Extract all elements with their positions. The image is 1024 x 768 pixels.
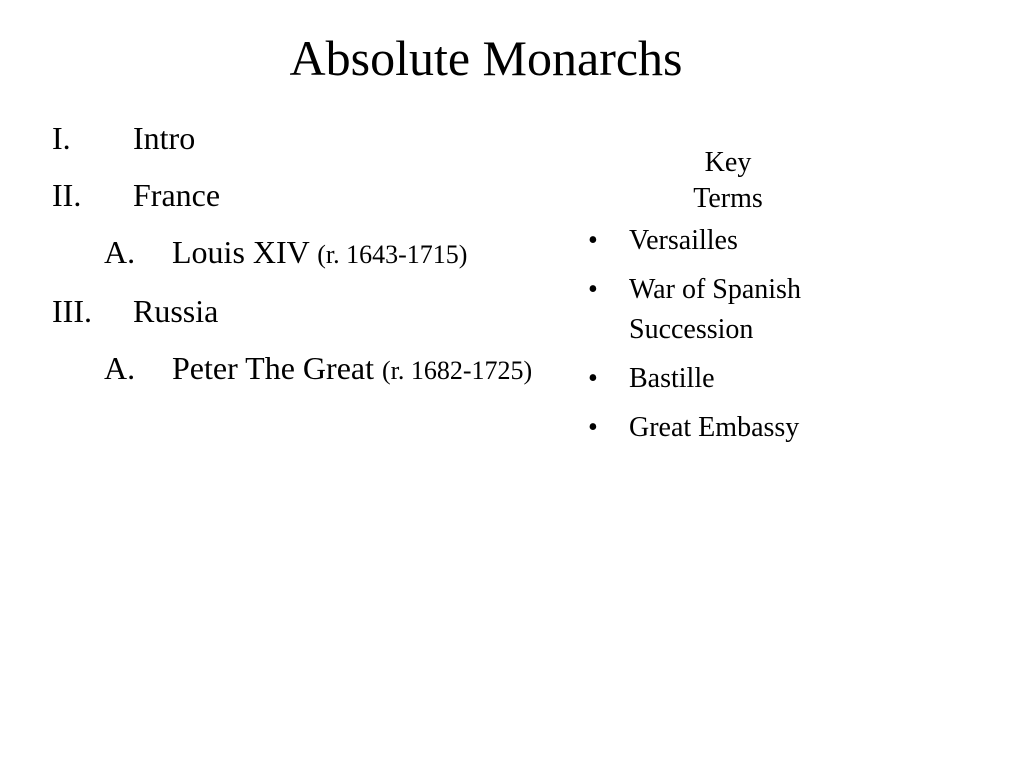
outline-subitem-louis-xiv [52,234,572,273]
outline-marker: III. [52,293,92,329]
outline-marker: II. [52,177,82,213]
key-term-item [588,408,868,448]
bullet-icon: • [588,412,598,443]
reign-dates: (r. 1682-1725) [381,356,533,385]
outline-marker: A. [104,234,136,270]
key-term-text: Versailles [629,225,738,256]
outline-text: France [133,177,221,213]
outline-item-intro [52,120,572,157]
outline-marker: A. [104,350,136,386]
slide-title: Absolute Monarchs [289,30,683,86]
key-terms-heading-text: Key Terms [693,147,763,214]
outline-text: Russia [133,293,219,329]
bullet-icon: • [588,363,598,394]
outline-marker: I. [52,120,71,156]
outline [52,120,572,409]
key-terms-heading [588,145,772,217]
bullet-icon: • [588,225,598,256]
outline-text-group [172,350,552,389]
key-term-item [588,270,868,350]
reign-dates: (r. 1643-1715) [317,240,468,269]
outline-text: Intro [133,120,196,156]
key-terms-list [588,221,868,448]
outline-item-france [52,177,572,214]
bullet-icon: • [588,274,598,305]
outline-subitem-peter-the-great [52,350,572,389]
key-term-item [588,359,868,399]
outline-item-russia [52,293,572,330]
key-term-text: War of Spanish Succession [629,274,801,345]
outline-text: Peter The Great [172,350,374,386]
outline-text-group [172,234,572,273]
key-terms-panel [588,145,868,457]
key-term-item [588,221,868,261]
key-term-text: Bastille [629,363,715,394]
outline-text: Louis XIV [172,234,310,270]
key-term-text: Great Embassy [629,412,800,443]
